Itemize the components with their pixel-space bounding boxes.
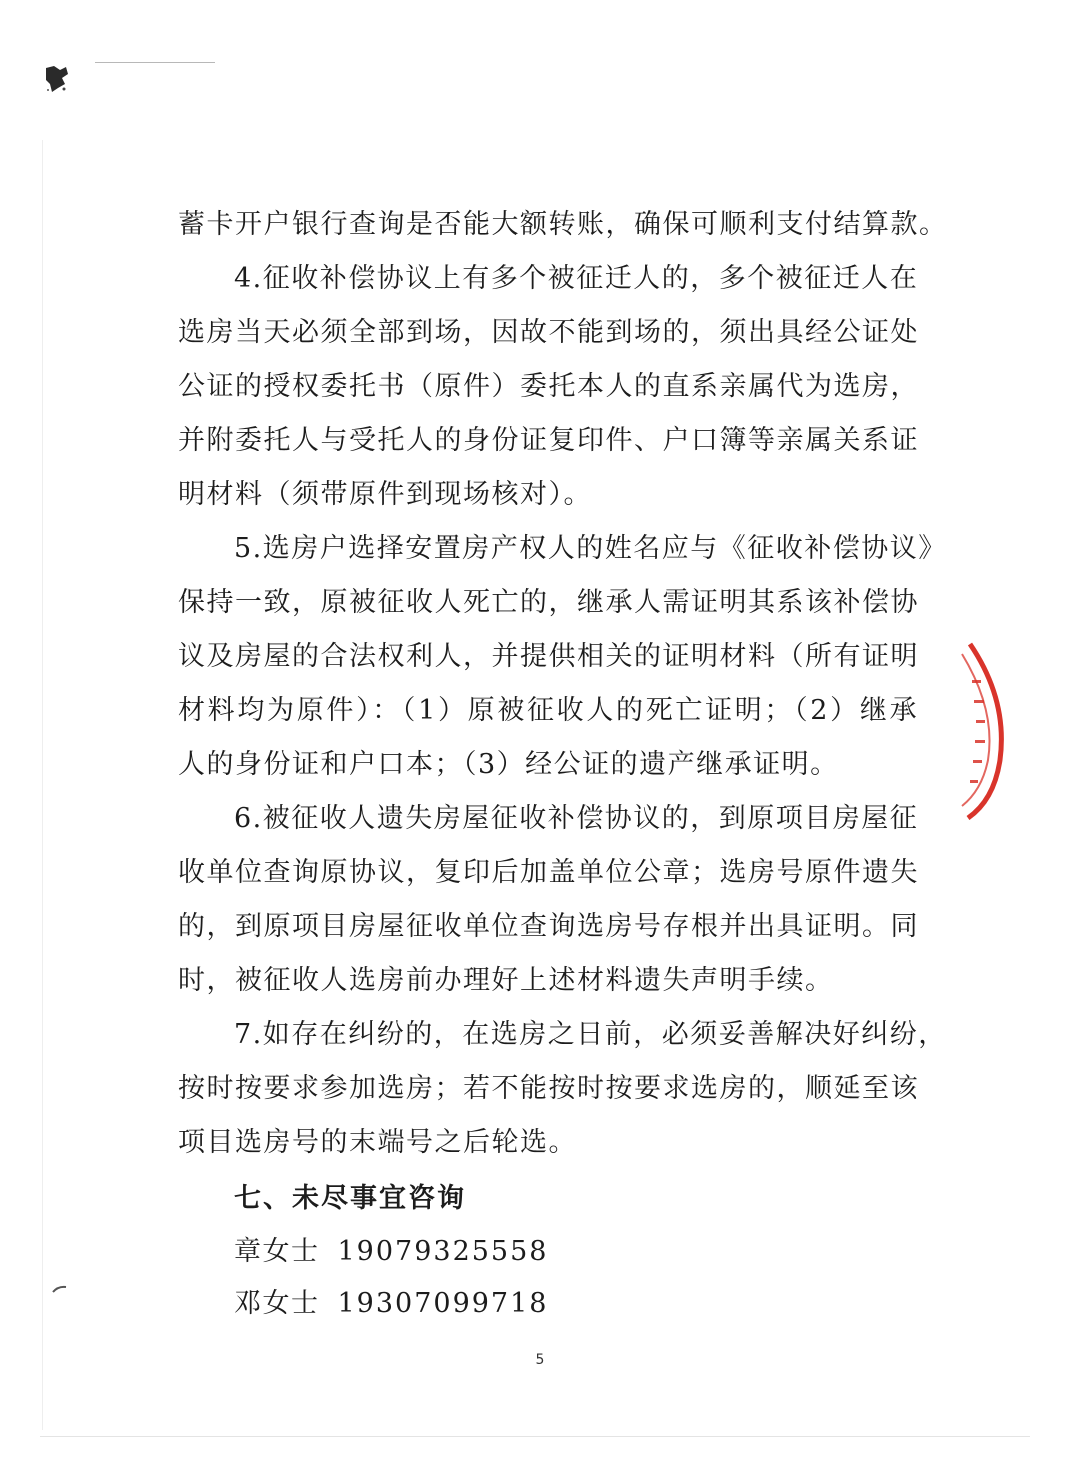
scan-edge-bottom	[40, 1436, 1030, 1437]
text-line: 4.征收补偿协议上有多个被征迁人的，多个被征迁人在	[234, 263, 919, 294]
scan-speck-mark	[44, 64, 70, 94]
text-line: 材料均为原件）：（1）原被征收人的死亡证明；（2）继承	[178, 695, 918, 726]
contact-item	[178, 1226, 918, 1278]
text-line: 6.被征收人遗失房屋征收补偿协议的，到原项目房屋征	[234, 803, 919, 834]
text-line: 并附委托人与受托人的身份证复印件、户口簿等亲属关系证	[178, 425, 919, 456]
text-line: 人的身份证和户口本；（3）经公证的遗产继承证明。	[178, 749, 839, 780]
text-line: 按时按要求参加选房；若不能按时按要求选房的，顺延至该	[178, 1073, 919, 1104]
document-body	[178, 198, 948, 1330]
text-line: 项目选房号的末端号之后轮选。	[178, 1127, 577, 1158]
scan-edge-left	[42, 140, 43, 1430]
text-line: 保持一致，原被征收人死亡的，继承人需证明其系该补偿协	[178, 587, 919, 618]
contact-list	[178, 1226, 918, 1330]
contact-phone: 19079325558	[337, 1236, 549, 1267]
text-line: 公证的授权委托书（原件）委托本人的直系亲属代为选房，	[178, 371, 919, 402]
text-line: 蓄卡开户银行查询是否能大额转账，确保可顺利支付结算款。	[178, 209, 948, 240]
paragraph-lines	[178, 198, 948, 1170]
text-line: 7.如存在纠纷的，在选房之日前，必须妥善解决好纠纷，	[234, 1019, 947, 1050]
contact-name: 邓女士	[234, 1288, 320, 1319]
scan-speck-mark	[52, 1284, 68, 1294]
contact-phone: 19307099718	[337, 1288, 549, 1319]
text-line: 的，到原项目房屋征收单位查询选房号存根并出具证明。同	[178, 911, 919, 942]
text-line: 明材料（须带原件到现场核对）。	[178, 479, 592, 510]
contact-name: 章女士	[234, 1236, 320, 1267]
page-number: 5	[535, 1352, 545, 1368]
text-line: 5.选房户选择安置房产权人的姓名应与《征收补偿协议》	[234, 533, 947, 564]
contact-item	[178, 1278, 918, 1330]
text-line: 议及房屋的合法权利人，并提供相关的证明材料（所有证明	[178, 641, 919, 672]
text-line: 收单位查询原协议，复印后加盖单位公章；选房号原件遗失	[178, 857, 919, 888]
text-line: 选房当天必须全部到场，因故不能到场的，须出具经公证处	[178, 317, 919, 348]
text-line: 时，被征收人选房前办理好上述材料遗失声明手续。	[178, 965, 834, 996]
scan-edge-top	[95, 62, 215, 63]
section-heading: 七、未尽事宜咨询	[234, 1183, 466, 1214]
red-seal-stamp	[960, 640, 1010, 820]
